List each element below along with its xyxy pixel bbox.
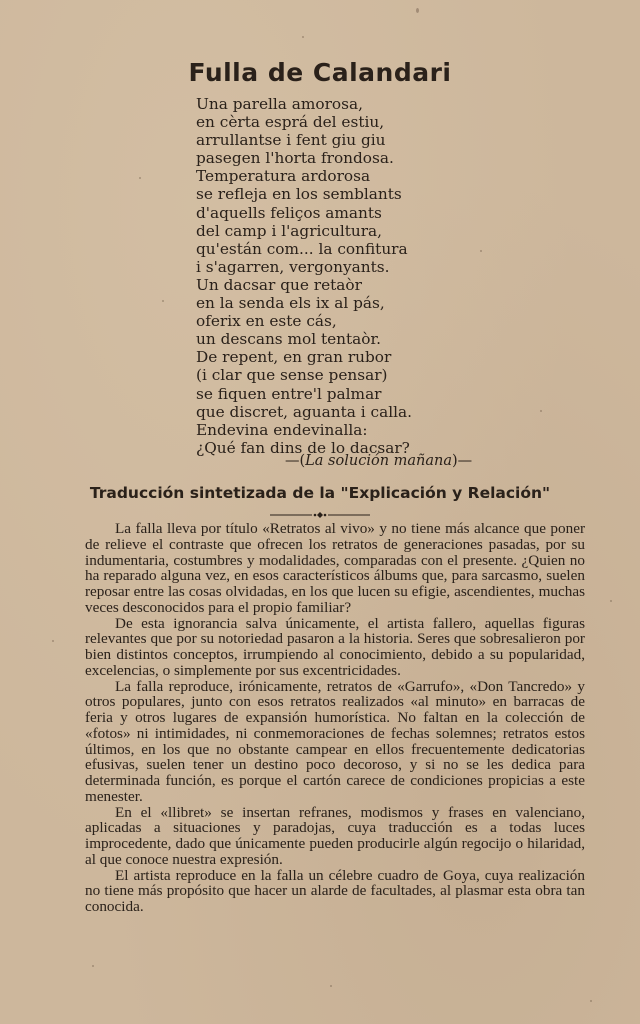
paper-speck bbox=[162, 300, 164, 302]
poem-line: (i clar que sense pensar) bbox=[196, 366, 388, 385]
poem bbox=[196, 95, 412, 457]
page-title: Fulla de Calandari bbox=[188, 58, 452, 87]
paragraph: De esta ignorancia salva únicamente, el artista fallero, aquellas figuras relevantes que por su notoriedad pasaron a la historia. Seres que sobresalieron por bien distintos conceptos, irrumpiendo al conocimiento, debido a su popularidad, excelencias, o simplemente por sus excentricidades. bbox=[85, 614, 585, 679]
solution-note bbox=[285, 453, 472, 469]
paragraph: La falla lleva por título «Retratos al vivo» y no tiene más alcance que poner de relieve el contraste que ofrecen los retratos de generaciones pasadas, por su indumentaria, costumbres y modalidades, comparadas con el presente. ¿Quien no ha reparado alguna vez, en esos característicos álbums que, para sarcasmo, suelen reposar entre las cosas olvidadas, en los que lucen su efigie, ascendientes, muchas veces desconocidos para el propio familiar? bbox=[85, 520, 585, 616]
solution-prefix: —( bbox=[285, 453, 306, 469]
paper-speck bbox=[540, 410, 542, 412]
paragraph: La falla reproduce, irónicamente, retratos de «Garrufo», «Don Tancredo» y otros populares, junto con esos retratos realizados «al minuto» en barracas de feria y otros lugares de expansión humorística. No faltan en la colección de «fotos» ni intimidades, ni conmemoraciones de fechas solemnes; retratos estos últimos, en los que no obstante campear en ellos frecuentemente dedicatorias efusivas, suelen tener un destino poco decoroso, y si no se les dedica para determinada función, es porque el cartón carece de condiciones propicias a este menester. bbox=[85, 677, 585, 805]
paper-speck bbox=[330, 985, 332, 987]
poem-line: Temperatura ardorosa bbox=[196, 167, 371, 186]
poem-line: Un dacsar que retaòr bbox=[196, 275, 362, 294]
poem-line: se refleja en los semblants bbox=[196, 185, 402, 204]
paper-speck bbox=[416, 8, 419, 13]
body-text bbox=[85, 521, 585, 915]
paper-speck bbox=[139, 177, 141, 179]
paper-speck bbox=[302, 36, 304, 38]
solution-text: La solución mañana bbox=[305, 453, 452, 469]
poem-line: d'aquells feliços amants bbox=[196, 203, 382, 222]
poem-line: en la senda els ix al pás, bbox=[196, 294, 385, 313]
solution-suffix: )— bbox=[452, 453, 473, 469]
ornament-divider bbox=[268, 511, 372, 519]
poem-line: Endevina endevinalla: bbox=[196, 420, 368, 439]
paper-speck bbox=[52, 640, 54, 642]
paper-speck bbox=[92, 965, 94, 967]
poem-line: del camp i l'agricultura, bbox=[196, 221, 383, 240]
paragraph: En el «llibret» se insertan refranes, modismos y frases en valenciano, aplicadas a situaciones y paradojas, cuya traducción es a todas luces improcedente, dado que únicamente pueden producirle algún regocijo o hilaridad, al que conoce nuestra expresión. bbox=[85, 803, 585, 868]
poem-line: pasegen l'horta frondosa. bbox=[196, 149, 394, 168]
poem-line: se fiquen entre'l palmar bbox=[196, 384, 382, 403]
poem-line: ¿Qué fan dins de lo dacsar? bbox=[196, 438, 410, 457]
poem-line: en cèrta esprá del estiu, bbox=[196, 113, 385, 132]
poem-line: qu'están com... la confitura bbox=[196, 239, 408, 258]
poem-line: i s'agarren, vergonyants. bbox=[196, 257, 390, 276]
paper-speck bbox=[590, 1000, 592, 1002]
paper-speck bbox=[480, 250, 482, 252]
poem-line: arrullantse i fent giu giu bbox=[196, 131, 386, 150]
poem-line: un descans mol tentaòr. bbox=[196, 330, 382, 349]
poem-line: Una parella amorosa, bbox=[196, 95, 363, 113]
section-subtitle: Traducción sintetizada de la "Explicación y Relación" bbox=[89, 484, 551, 502]
poem-line: De repent, en gran rubor bbox=[196, 348, 392, 367]
poem-line: que discret, aguanta i calla. bbox=[196, 402, 412, 421]
paragraph: El artista reproduce en la falla un célebre cuadro de Goya, cuya realización no tiene más propósito que hacer un alarde de facultades, al plasmar esta obra tan conocida. bbox=[85, 866, 585, 915]
poem-line: oferix en este cás, bbox=[196, 312, 337, 331]
paper-speck bbox=[610, 600, 612, 602]
